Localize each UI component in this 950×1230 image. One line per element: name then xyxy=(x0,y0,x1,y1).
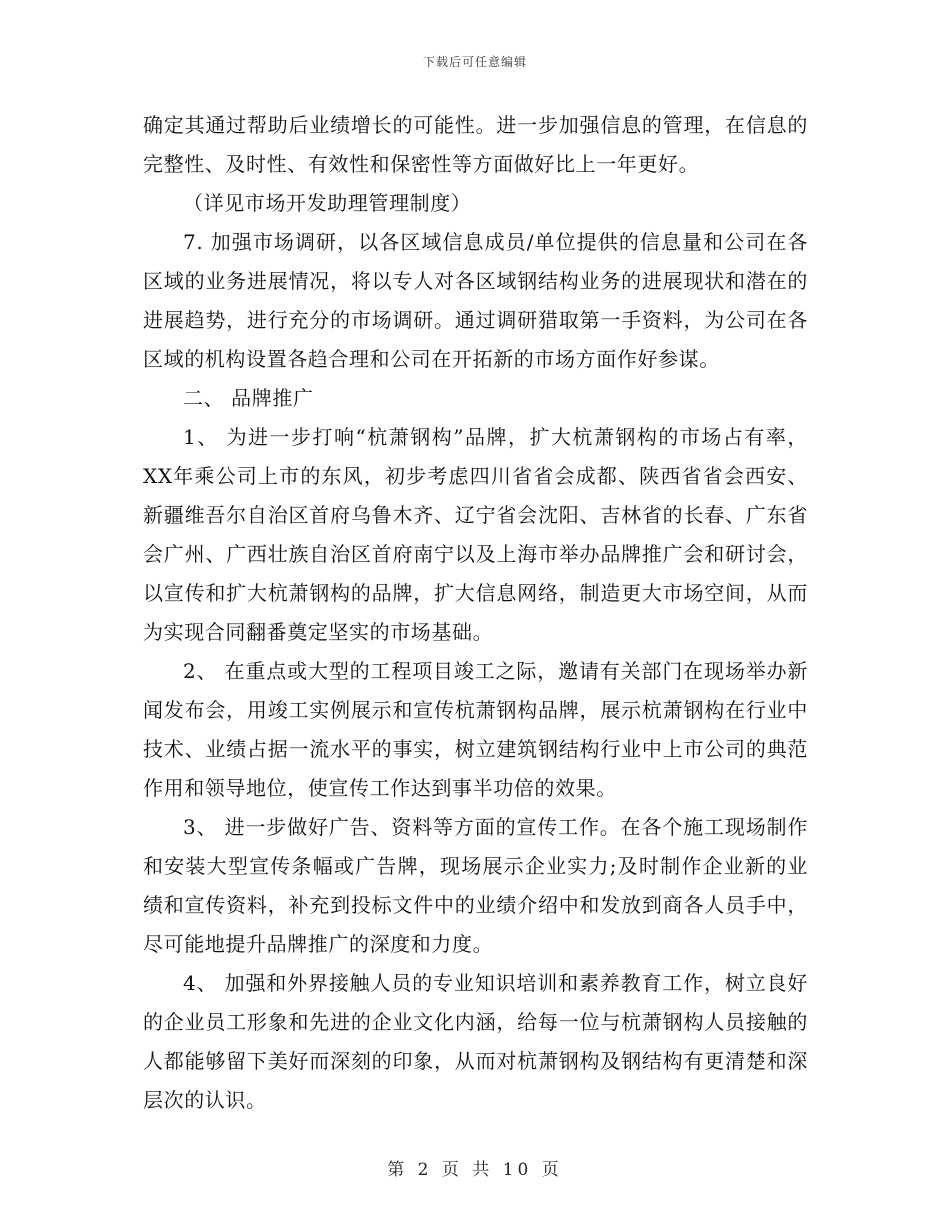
paragraph: （详见市场开发助理管理制度） xyxy=(183,191,472,215)
paragraph: 2、 在重点或大型的工程项目竣工之际，邀请有关部门在现场举办新闻发布会，用竣工实例展示和宣传杭萧钢构品牌，展示杭萧钢构在行业中技术、业绩占据一流水平的事实，树立建筑钢结构行业中上市公司的典范作用和领导地位，使宣传工作达到事半功倍的效果。 xyxy=(143,659,808,800)
paragraph: 3、 进一步做好广告、资料等方面的宣传工作。在各个施工现场制作和安装大型宣传条幅或广告牌，现场展示企业实力;及时制作企业新的业绩和宣传资料，补充到投标文件中的业绩介绍中和发放到商各人员手中，尽可能地提升品牌推广的深度和力度。 xyxy=(143,815,808,956)
section-heading: 二、 品牌推广 xyxy=(183,386,314,410)
paragraph: 4、 加强和外界接触人员的专业知识培训和素养教育工作，树立良好的企业员工形象和先进的企业文化内涵，给每一位与杭萧钢构人员接触的人都能够留下美好而深刻的印象，从而对杭萧钢构及钢结构有更清楚和深层次的认识。 xyxy=(143,971,808,1112)
page-footer: 第 2 页 共 10 页 xyxy=(387,1160,563,1180)
paragraph: 1、 为进一步打响“杭萧钢构”品牌，扩大杭萧钢构的市场占有率，XX年乘公司上市的东风，初步考虑四川省省会成都、陕西省省会西安、新疆维吾尔自治区首府乌鲁木齐、辽宁省会沈阳、吉林省的长春、广东省会广州、广西壮族自治区首府南宁以及上海市举办品牌推广会和研讨会，以宣传和扩大杭萧钢构的品牌，扩大信息网络，制造更大市场空间，从而为实现合同翻番奠定坚实的市场基础。 xyxy=(143,425,808,644)
page-header: 下载后可任意编辑 xyxy=(422,55,527,69)
paragraph: 确定其通过帮助后业绩增长的可能性。进一步加强信息的管理，在信息的完整性、及时性、有效性和保密性等方面做好比上一年更好。 xyxy=(143,113,808,176)
paragraph: 7. 加强市场调研，以各区域信息成员/单位提供的信息量和公司在各区域的业务进展情况，将以专人对各区域钢结构业务的进展现状和潜在的进展趋势，进行充分的市场调研。通过调研猎取第一手资料，为公司在各区域的机构设置各趋合理和公司在开拓新的市场方面作好参谋。 xyxy=(143,230,808,371)
document-body xyxy=(143,106,808,1120)
